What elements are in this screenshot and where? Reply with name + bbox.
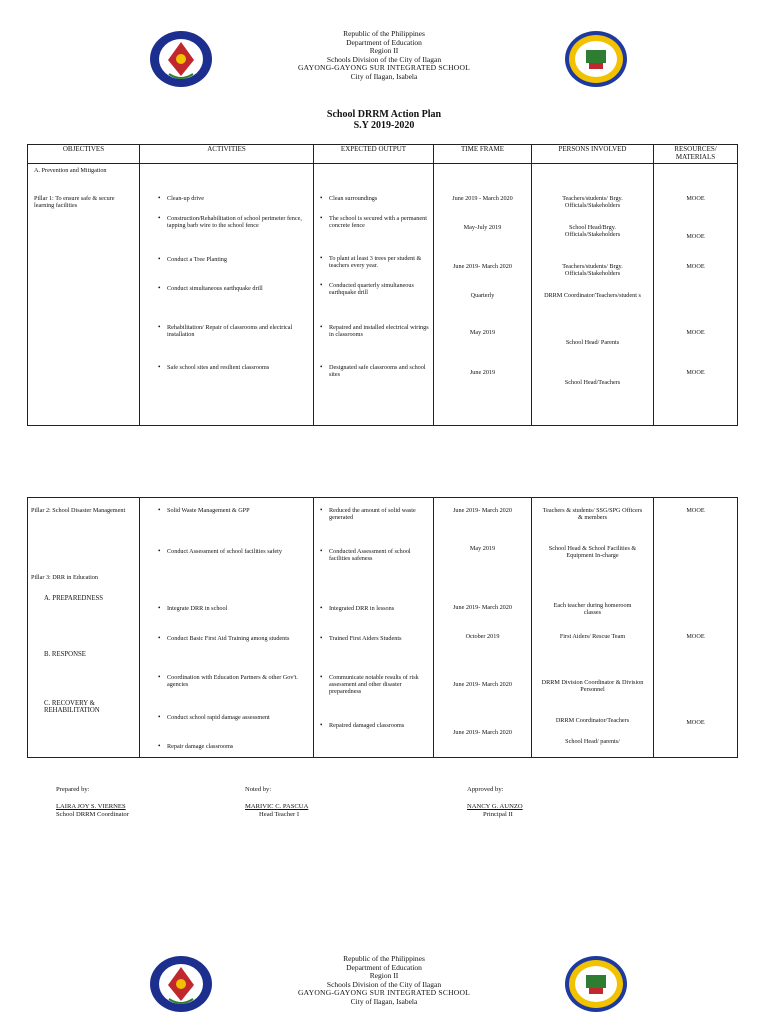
output-item: • The school is secured with a permanent concrete fence [320, 215, 429, 229]
person-item: School Head/ parents/ [565, 738, 620, 745]
deped-seal-icon [149, 955, 213, 1013]
action-plan-table-1 [27, 144, 738, 426]
activity-item: • Conduct Basic First Aid Training among students [158, 635, 313, 642]
deped-seal-icon [149, 30, 213, 88]
objective-heading: A. PREPAREDNESS [44, 595, 104, 602]
resource-item: MOOE [686, 263, 705, 270]
activity-item: • Conduct a Tree Planting [158, 256, 313, 263]
header-line: Department of Education [346, 37, 422, 47]
timeframe-item: June 2019- March 2020 [453, 681, 512, 688]
signatory-position: School DRRM Coordinator [56, 811, 129, 818]
column-header: PERSONS INVOLVED [532, 145, 654, 164]
resource-item: MOOE [686, 633, 705, 640]
resource-item: MOOE [686, 507, 705, 514]
column-header: ACTIVITIES [140, 145, 314, 164]
output-item: • To plant at least 3 trees per student & teachers every year. [320, 255, 429, 269]
timeframe-item: June 2019- March 2020 [453, 729, 512, 736]
output-item: • Reduced the amount of solid waste generated [320, 507, 429, 521]
activity-item: • Rehabilitation/ Repair of classrooms and electrical installation [158, 324, 313, 338]
person-item: Teachers/students/ Brgy. Officials/Stakeholders [562, 195, 623, 210]
output-item: • Conducted Assessment of school facilities safeness [320, 548, 429, 562]
timeframe-item: May 2019 [469, 329, 496, 336]
person-item: Teachers/students/ Brgy. Officials/Stakeholders [562, 263, 623, 278]
signatory-noted [245, 786, 308, 819]
action-plan-table-2 [27, 497, 738, 758]
column-header: OBJECTIVES [28, 145, 140, 164]
resource-item: MOOE [686, 329, 705, 336]
activity-item: • Conduct school rapid damage assessment [158, 714, 313, 721]
output-item: • Repaired and installed electrical wirings in classrooms [320, 324, 429, 338]
page-header [0, 30, 768, 94]
output-item: • Repaired damaged classrooms [320, 722, 429, 729]
person-item: DRRM Coordinator/Teachers [555, 717, 630, 724]
header-line: Republic of the Philippines [343, 29, 425, 38]
objective-pillar: Pillar 2: School Disaster Management [31, 507, 126, 514]
resource-item: MOOE [686, 369, 705, 376]
resource-item: MOOE [686, 719, 705, 726]
page-title: School DRRM Action Plan S.Y 2019-2020 [326, 109, 442, 131]
timeframe-item: October 2019 [465, 633, 500, 640]
column-header: EXPECTED OUTPUT [314, 145, 434, 164]
person-item: School Head/Teachers [564, 379, 621, 386]
header-text [230, 30, 538, 82]
page-header-repeat [0, 955, 768, 1019]
signatory-position: Head Teacher I [259, 811, 300, 818]
signatory-name: NANCY G. AUNZO [467, 803, 523, 810]
timeframe-item: June 2019- March 2020 [453, 507, 512, 514]
header-school-name: GAYONG-GAYONG SUR INTEGRATED SCHOOL [297, 63, 471, 73]
person-item: Teachers & students/ SSG/SPG Officers & members [542, 507, 643, 522]
person-item: School Head/ Parents [565, 339, 620, 346]
header-school-name: GAYONG-GAYONG SUR INTEGRATED SCHOOL [297, 988, 471, 998]
resource-item: MOOE [686, 233, 705, 240]
column-header: RESOURCES/ MATERIALS [654, 145, 738, 164]
person-item: School Head/Brgy. Officials/Stakeholders [564, 224, 621, 239]
header-line: Region II [369, 971, 399, 981]
person-item: First Aiders/ Rescue Team [559, 633, 626, 640]
activity-item: • Clean-up drive [158, 195, 313, 202]
table-row [28, 164, 738, 426]
header-line: Department of Education [346, 962, 422, 972]
timeframe-item: June 2019- March 2020 [453, 604, 512, 611]
table-header-row [28, 145, 738, 164]
activity-item: • Safe school sites and resilient classrooms [158, 364, 313, 371]
school-seal-icon [564, 30, 628, 88]
person-item: DRRM Division Coordinator & Division Personnel [541, 679, 644, 694]
header-location: City of Ilagan, Isabela [350, 996, 418, 1006]
output-item: • Trained First Aiders Students [320, 635, 429, 642]
signatory-role: Approved by: [467, 786, 504, 793]
activity-item: • Coordination with Education Partners & other Gov't. agencies [158, 674, 313, 688]
objective-pillar: Pillar 1: To ensure safe & secure learning facilities [34, 195, 115, 210]
signatory-prepared [56, 786, 129, 819]
person-item: DRRM Coordinator/Teachers/student s [544, 292, 641, 299]
objective-heading: A. Prevention and Mitigation [34, 167, 107, 174]
header-line: Region II [369, 46, 399, 56]
signatory-approved [467, 786, 523, 819]
output-item: • Designated safe classrooms and school sites [320, 364, 429, 378]
activity-item: • Solid Waste Management & GPP [158, 507, 313, 514]
output-item: • Communicate notable results of risk assessment and other disaster preparedness [320, 674, 429, 696]
header-line: Schools Division of the City of Ilagan [326, 979, 442, 989]
person-item: Each teacher during homeroom classes [553, 602, 632, 617]
activity-item: • Conduct simultaneous earthquake drill [158, 285, 313, 292]
resource-item: MOOE [686, 195, 705, 202]
timeframe-item: Quarterly [470, 292, 495, 299]
school-seal-icon [564, 955, 628, 1013]
objective-pillar: Pillar 3: DRR in Education [31, 574, 99, 581]
activity-item: • Conduct Assessment of school facilities safety [158, 548, 313, 555]
output-item: • Clean surroundings [320, 195, 429, 202]
timeframe-item: May-July 2019 [463, 224, 502, 231]
output-item: • Conducted quarterly simultaneous earthquake drill [320, 282, 429, 296]
objective-heading: B. RESPONSE [44, 651, 86, 658]
activity-item: • Repair damage classrooms [158, 743, 313, 750]
signatory-position: Principal II [483, 811, 513, 818]
header-location: City of Ilagan, Isabela [350, 71, 418, 81]
person-item: School Head & School Facilities & Equipment In-charge [548, 545, 637, 560]
activity-item: • Integrate DRR in school [158, 605, 313, 612]
timeframe-item: June 2019 [469, 369, 496, 376]
signatory-role: Prepared by: [56, 786, 90, 793]
timeframe-item: June 2019 - March 2020 [452, 195, 513, 202]
signatory-name: LAIRA JOY S. VIERNES [56, 803, 126, 810]
header-text [230, 955, 538, 1007]
column-header: TIME FRAME [434, 145, 532, 164]
output-item: • Integrated DRR in lessons [320, 605, 429, 612]
timeframe-item: May 2019 [469, 545, 496, 552]
signatory-role: Noted by: [245, 786, 272, 793]
signatory-name: MARIVIC C. PASCUA [245, 803, 309, 810]
table-row [28, 498, 738, 758]
timeframe-item: June 2019- March 2020 [453, 263, 512, 270]
objective-heading: C. RECOVERY & REHABILITATION [44, 700, 100, 715]
header-line: Republic of the Philippines [343, 954, 425, 963]
activity-item: • Construction/Rehabilitation of school perimeter fence, tapping barb wire to the school fence [158, 215, 313, 229]
header-line: Schools Division of the City of Ilagan [326, 54, 442, 64]
